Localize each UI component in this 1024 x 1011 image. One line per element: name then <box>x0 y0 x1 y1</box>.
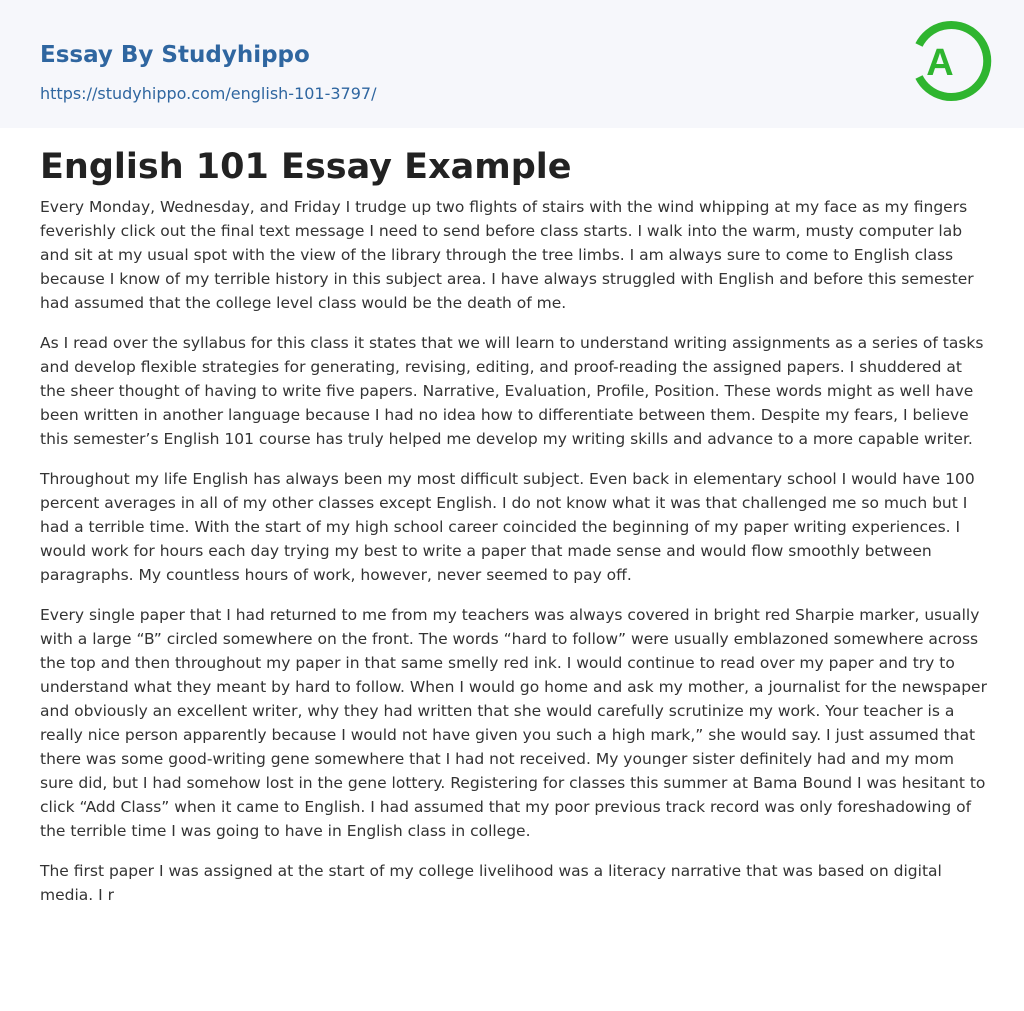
site-header <box>0 0 1024 128</box>
essay-content <box>40 145 990 923</box>
studyhippo-logo-icon[interactable] <box>904 17 992 105</box>
logo-letter: A <box>926 42 954 84</box>
site-title: Essay By Studyhippo <box>40 42 310 68</box>
essay-paragraph: Every single paper that I had returned to me from my teachers was always covered in bright red Sharpie marker, usually with a large “B” circled somewhere on the front. The words “hard to follow” were usually emblazoned somewhere across the top and then throughout my paper in that same smelly red ink. I would continue to read over my paper and try to understand what they meant by hard to follow. When I would go home and ask my mother, a journalist for the newspaper and obviously an excellent writer, why they had written that she would carefully scrutinize my work. Your teacher is a really nice person apparently because I would not have given you such a high mark,” she would say. I just assumed that there was some good-writing gene somewhere that I had not received. My younger sister definitely had and my mom sure did, but I had somehow lost in the gene lottery. Registering for classes this summer at Bama Bound I was hesitant to click “Add Class” when it came to English. I had assumed that my poor previous track record was only foreshadowing of the terrible time I was going to have in English class in college. <box>40 606 987 840</box>
essay-paragraph: The first paper I was assigned at the start of my college livelihood was a literacy narrative that was based on digital media. I r <box>40 862 942 904</box>
essay-title: English 101 Essay Example <box>40 147 572 187</box>
essay-paragraph: Every Monday, Wednesday, and Friday I trudge up two flights of stairs with the wind whipping at my face as my fingers feverishly click out the final text message I need to send before class starts. I walk into the warm, musty computer lab and sit at my usual spot with the view of the library through the tree limbs. I am always sure to come to English class because I know of my terrible history in this subject area. I have always struggled with English and before this semester had assumed that the college level class would be the death of me. <box>40 198 974 312</box>
essay-paragraph: Throughout my life English has always been my most difficult subject. Even back in elementary school I would have 100 percent averages in all of my other classes except English. I do not know what it was that challenged me so much but I had a terrible time. With the start of my high school career coincided the beginning of my paper writing experiences. I would work for hours each day trying my best to write a paper that made sense and would flow smoothly between paragraphs. My countless hours of work, however, never seemed to pay off. <box>40 470 975 584</box>
source-url-link[interactable]: https://studyhippo.com/english-101-3797/ <box>40 84 377 103</box>
essay-paragraph: As I read over the syllabus for this class it states that we will learn to understand writing assignments as a series of tasks and develop flexible strategies for generating, revising, editing, and proof-reading the assigned papers. I shuddered at the sheer thought of having to write five papers. Narrative, Evaluation, Profile, Position. These words might as well have been written in another language because I had no idea how to differentiate between them. Despite my fears, I believe this semester’s English 101 course has truly helped me develop my writing skills and advance to a more capable writer. <box>40 334 984 448</box>
